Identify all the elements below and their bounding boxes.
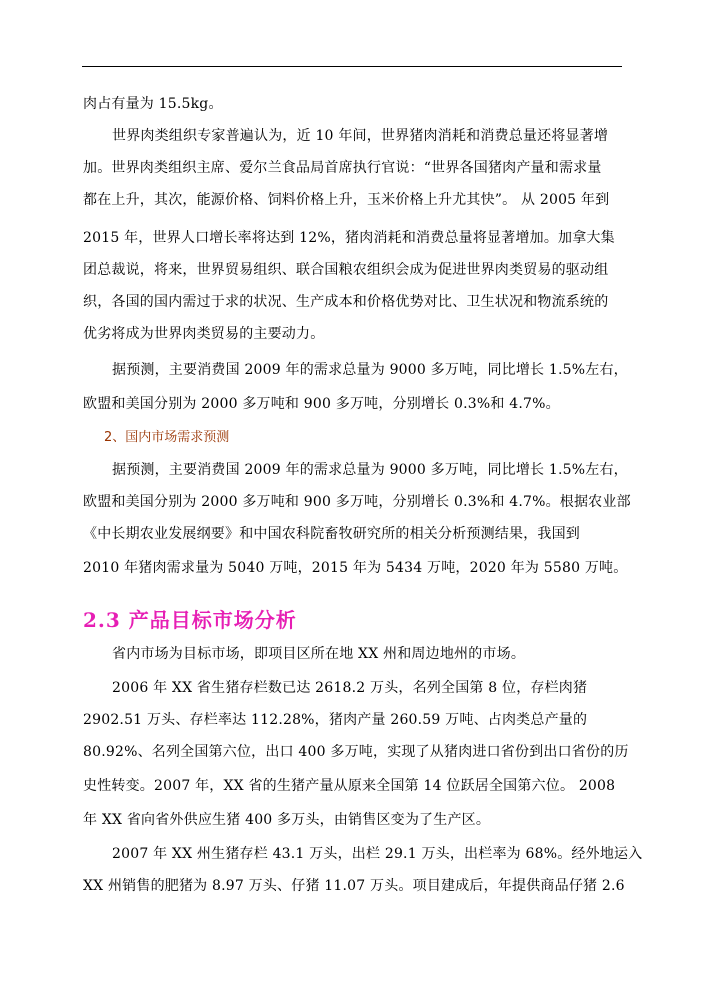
text-line: 2010 年猪肉需求量为 5040 万吨，2015 年为 5434 万吨，2020 年为 5580 万吨。 (83, 560, 628, 576)
text-line: 史性转变。2007 年，XX 省的生猪产量从原来全国第 14 位跃居全国第六位。 2008 (83, 778, 616, 794)
header-rule (82, 66, 622, 67)
text-line: 欧盟和美国分别为 2000 多万吨和 900 多万吨，分别增长 0.3%和 4.7%。根据农业部 (83, 494, 631, 510)
text-line: 据预测，主要消费国 2009 年的需求总量为 9000 多万吨，同比增长 1.5%左右， (112, 462, 628, 478)
text-line: 2015 年，世界人口增长率将达到 12%，猪肉消耗和消费总量将显著增加。加拿大集 (83, 230, 615, 246)
text-line: 加。世界肉类组织主席、爱尔兰食品局首席执行官说：“世界各国猪肉产量和需求量 (83, 160, 602, 176)
text-line: XX 州销售的肥猪为 8.97 万头、仔猪 11.07 万头。项目建成后，年提供商品仔猪 2.6 (83, 878, 625, 894)
sub-heading: 2、国内市场需求预测 (104, 430, 230, 445)
text-line: 80.92%、名列全国第六位，出口 400 多万吨，实现了从猪肉进口省份到出口省份的历 (83, 744, 629, 760)
text-line: 据预测，主要消费国 2009 年的需求总量为 9000 多万吨，同比增长 1.5%左右， (112, 362, 628, 378)
text-line: 省内市场为目标市场，即项目区所在地 XX 州和周边地州的市场。 (112, 646, 526, 662)
text-line: 都在上升，其次，能源价格、饲料价格上升，玉米价格上升尤其快”。 从 2005 年到 (83, 192, 610, 208)
section-heading: 2.3 产品目标市场分析 (83, 608, 297, 632)
text-line: 世界肉类组织专家普遍认为，近 10 年间，世界猪肉消耗和消费总量还将显著增 (112, 128, 609, 144)
text-line: 2006 年 XX 省生猪存栏数已达 2618.2 万头，名列全国第 8 位，存栏肉猪 (112, 680, 588, 696)
text-line: 织，各国的国内需过于求的状况、生产成本和价格优势对比、卫生状况和物流系统的 (83, 294, 609, 310)
text-line: 《中长期农业发展纲要》和中国农科院畜牧研究所的相关分析预测结果，我国到 (83, 526, 580, 542)
text-line: 年 XX 省向省外供应生猪 400 多万头，由销售区变为了生产区。 (83, 812, 491, 828)
text-line: 欧盟和美国分别为 2000 多万吨和 900 多万吨，分别增长 0.3%和 4.7%。 (83, 396, 560, 412)
text-line: 2007 年 XX 州生猪存栏 43.1 万头，出栏 29.1 万头，出栏率为 68%。经外地运入 (112, 846, 643, 862)
text-line: 优劣将成为世界肉类贸易的主要动力。 (83, 326, 325, 342)
text-line: 2902.51 万头、存栏率达 112.28%，猪肉产量 260.59 万吨、占肉类总产量的 (83, 712, 588, 728)
text-line: 团总裁说，将来，世界贸易组织、联合国粮农组织会成为促进世界肉类贸易的驱动组 (83, 262, 609, 278)
text-line: 肉占有量为 15.5kg。 (83, 96, 223, 112)
